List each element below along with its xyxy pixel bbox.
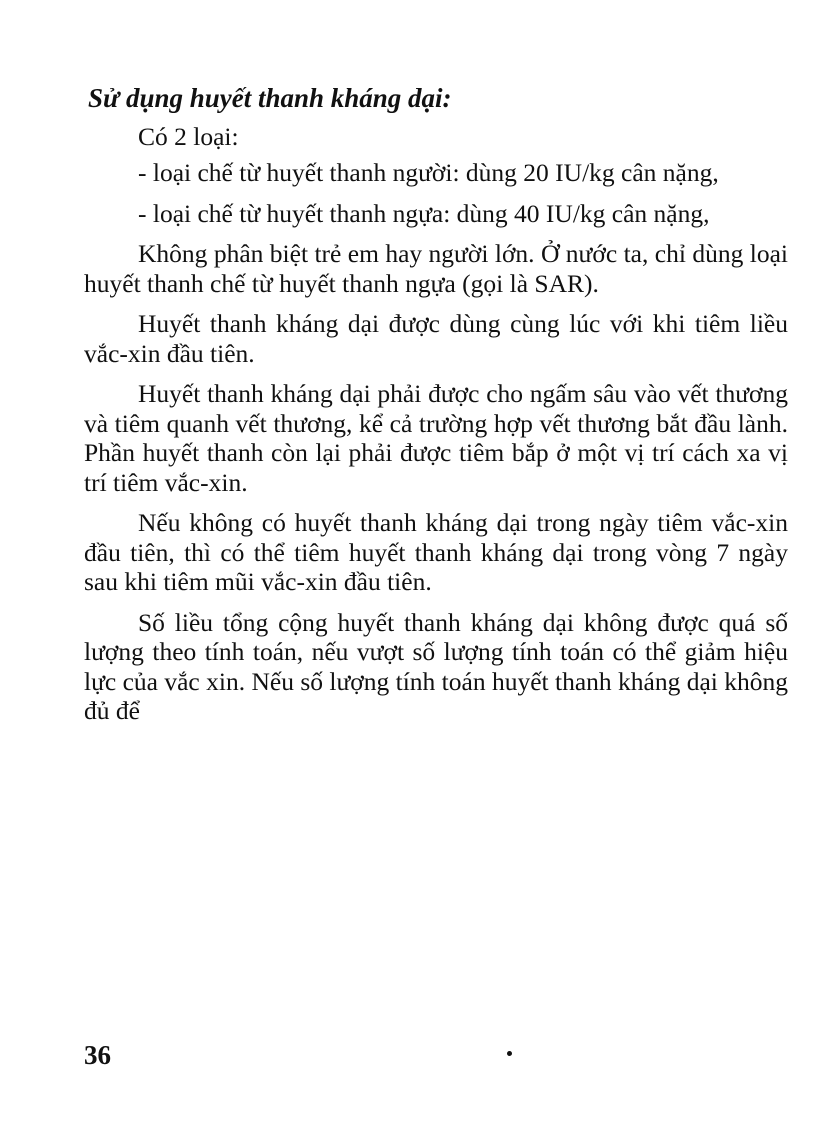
section-heading: Sử dụng huyết thanh kháng dại:: [88, 83, 452, 113]
paragraph-wound-injection: Huyết thanh kháng dại phải được cho ngấm sâu vào vết thương và tiêm quanh vết thương, kể cả trường hợp vết thương bắt đầu lành. Phần huyết thanh còn lại phải được tiêm bắp ở một vị trí cách xa vị trí tiêm vắc-xin.: [84, 379, 788, 497]
paragraph-seven-days: Nếu không có huyết thanh kháng dại trong ngày tiêm vắc-xin đầu tiên, thì có thể tiêm huyết thanh kháng dại trong vòng 7 ngày sau khi tiêm mũi vắc-xin đầu tiên.: [84, 508, 788, 596]
paragraph-dosage-limit: Số liều tổng cộng huyết thanh kháng dại không được quá số lượng theo tính toán, nếu vượt số lượng tính toán có thể giảm hiệu lực của vắc xin. Nếu số lượng tính toán huyết thanh kháng dại không đủ để: [84, 607, 788, 725]
paragraph-human-serum: - loại chế từ huyết thanh người: dùng 20 IU/kg cân nặng,: [138, 158, 719, 187]
page-number: 36: [84, 1040, 111, 1070]
paragraph-sar: Không phân biệt trẻ em hay người lớn. Ở nước ta, chỉ dùng loại huyết thanh chế từ huyết thanh ngựa (gọi là SAR).: [84, 239, 788, 298]
paragraph-timing: Huyết thanh kháng dại được dùng cùng lúc với khi tiêm liều vắc-xin đầu tiên.: [84, 309, 788, 368]
page-content: [84, 78, 788, 737]
print-dot-mark: [507, 1051, 512, 1056]
paragraph-horse-serum: - loại chế từ huyết thanh ngựa: dùng 40 IU/kg cân nặng,: [138, 198, 710, 228]
paragraph-types-intro: Có 2 loại:: [138, 122, 239, 151]
